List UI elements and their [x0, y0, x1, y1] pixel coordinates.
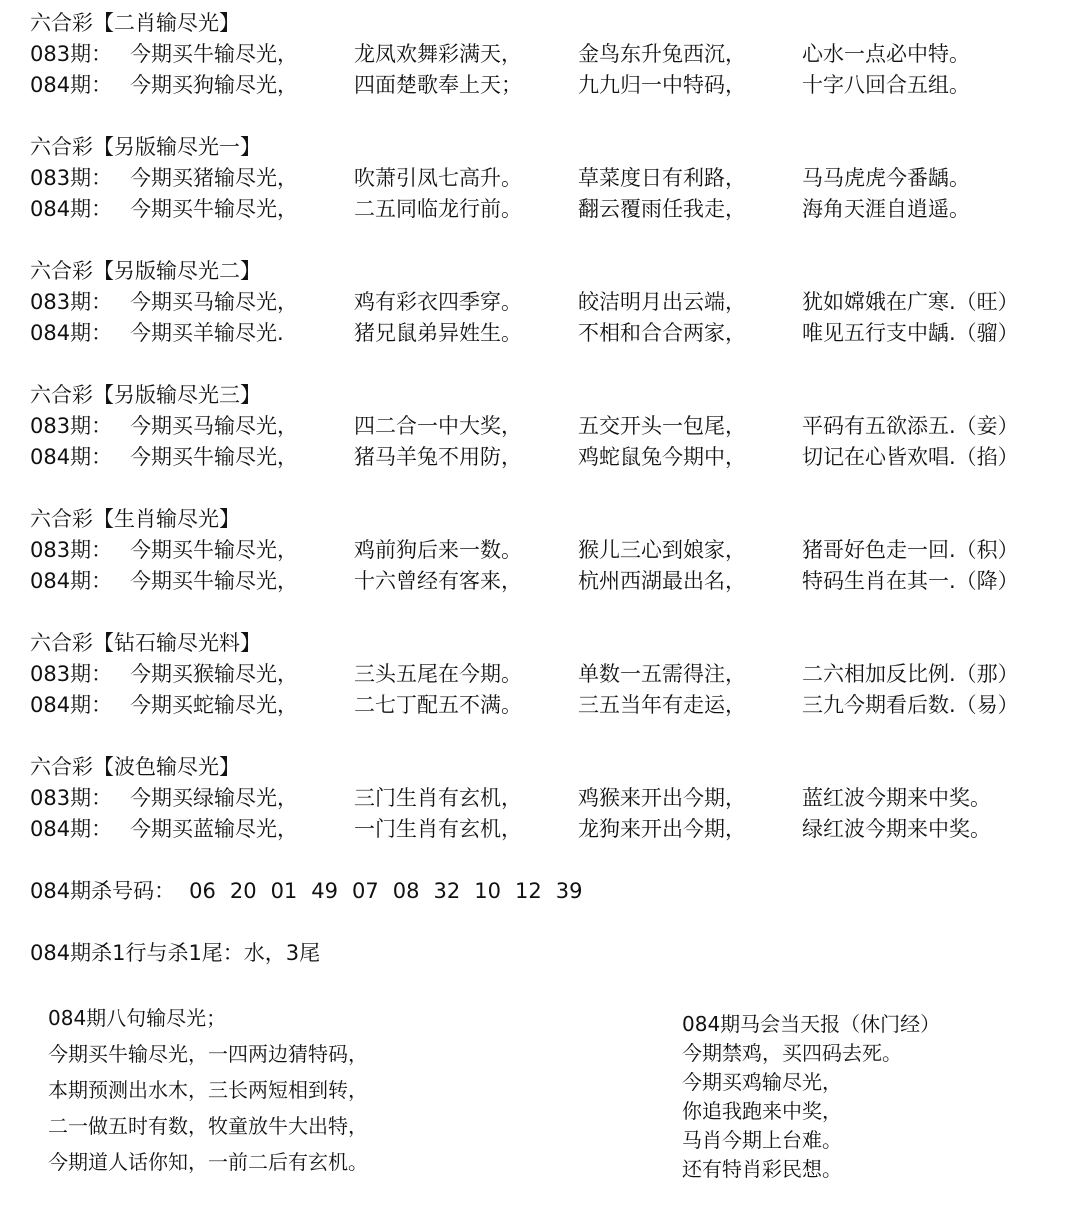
period-row [30, 659, 1070, 690]
verse-segment: 今期买马输尽光， [130, 414, 298, 438]
verse-segment: 猴儿三心到娘家， [578, 538, 746, 562]
section-title: 六合彩【另版输尽光一】 [30, 135, 261, 159]
verse-segment: 吹萧引凤七高升。 [354, 166, 522, 190]
verse-segment: 二七丁配五不满。 [354, 693, 522, 717]
verse-segment: 翻云覆雨任我走， [578, 197, 746, 221]
verse-segment: 今期买蛇输尽光， [130, 693, 298, 717]
period-row [30, 566, 1070, 597]
kill-number: 20 [229, 879, 257, 903]
poem-line: 今期买鸡输尽光， [682, 1070, 842, 1094]
period-label: 084期： [30, 569, 113, 593]
verse-segment: 鸡猴来开出今期， [578, 786, 746, 810]
verse-segment: 绿红波今期来中奖。 [802, 817, 991, 841]
kill-numbers-label: 084期杀号码： [30, 879, 176, 903]
verse-segment: 今期买羊输尽光. [130, 321, 284, 345]
verse-segment: 不相和合合两家， [578, 321, 746, 345]
verse-segment: 皎洁明月出云端， [578, 290, 746, 314]
period-row [30, 814, 1070, 845]
period-label: 084期： [30, 817, 113, 841]
poem-line: 二一做五时有数，牧童放牛大出特， [48, 1114, 368, 1138]
verse-segment: 犹如嫦娥在广寒.（旺） [802, 290, 1019, 314]
verse-segment: 龙凤欢舞彩满天， [354, 42, 522, 66]
section-title: 六合彩【波色输尽光】 [30, 755, 240, 779]
period-row [30, 783, 1070, 814]
poem-title: 084期马会当天报（休门经） [682, 1012, 941, 1036]
period-label: 083期： [30, 290, 113, 314]
eight-line-poem [48, 1000, 368, 1180]
verse-segment: 鸡有彩衣四季穿。 [354, 290, 522, 314]
period-label: 083期： [30, 414, 113, 438]
kill-number: 39 [555, 879, 583, 903]
verse-segment: 切记在心皆欢唱.（掐） [802, 445, 1019, 469]
kill-number: 32 [433, 879, 461, 903]
period-label: 084期： [30, 321, 113, 345]
verse-segment: 今期买狗输尽光， [130, 73, 298, 97]
period-label: 084期： [30, 693, 113, 717]
verse-segment: 三头五尾在今期。 [354, 662, 522, 686]
section-title: 六合彩【钻石输尽光料】 [30, 631, 261, 655]
period-row [30, 411, 1070, 442]
period-row [30, 194, 1070, 225]
period-label: 083期： [30, 42, 113, 66]
period-row [30, 287, 1070, 318]
bottom-poems [48, 1000, 1068, 1200]
verse-segment: 三九今期看后数.（易） [802, 693, 1019, 717]
verse-segment: 龙狗来开出今期， [578, 817, 746, 841]
kill-number: 01 [270, 879, 298, 903]
section-wave-color [30, 752, 1070, 845]
verse-segment: 今期买猪输尽光， [130, 166, 298, 190]
verse-segment: 今期买猴输尽光， [130, 662, 298, 686]
period-label: 083期： [30, 166, 113, 190]
verse-segment: 九九归一中特码， [578, 73, 746, 97]
poem-line: 今期道人话你知，一前二后有玄机。 [48, 1150, 368, 1174]
verse-segment: 猪兄鼠弟异姓生。 [354, 321, 522, 345]
verse-segment: 今期买牛输尽光， [130, 197, 298, 221]
period-row [30, 318, 1070, 349]
verse-segment: 二五同临龙行前。 [354, 197, 522, 221]
verse-segment: 四面楚歌奉上天； [354, 73, 522, 97]
verse-segment: 今期买绿输尽光， [130, 786, 298, 810]
poem-title: 084期八句输尽光； [48, 1006, 227, 1030]
kill-number: 12 [514, 879, 542, 903]
poem-line: 今期禁鸡，买四码去死。 [682, 1041, 902, 1065]
section-title: 六合彩【二肖输尽光】 [30, 11, 240, 35]
section-title: 六合彩【另版输尽光三】 [30, 383, 261, 407]
verse-segment: 鸡蛇鼠兔今期中， [578, 445, 746, 469]
period-row [30, 163, 1070, 194]
kill-number: 49 [311, 879, 339, 903]
verse-segment: 今期买牛输尽光， [130, 569, 298, 593]
verse-segment: 杭州西湖最出名， [578, 569, 746, 593]
document-body [30, 8, 1070, 1000]
period-row [30, 535, 1070, 566]
period-row [30, 70, 1070, 101]
period-row [30, 690, 1070, 721]
verse-segment: 猪马羊兔不用防， [354, 445, 522, 469]
poem-line: 还有特肖彩民想。 [682, 1157, 842, 1181]
daily-report-poem [682, 1010, 940, 1184]
verse-segment: 蓝红波今期来中奖。 [802, 786, 991, 810]
poem-line: 今期买牛输尽光，一四两边猜特码， [48, 1042, 368, 1066]
section-alt-one [30, 132, 1070, 225]
verse-segment: 三五当年有走运， [578, 693, 746, 717]
verse-segment: 今期买牛输尽光， [130, 42, 298, 66]
verse-segment: 马马虎虎今番龋。 [802, 166, 970, 190]
verse-segment: 平码有五欲添五.（妾） [802, 414, 1019, 438]
section-alt-two [30, 256, 1070, 349]
period-label: 084期： [30, 73, 113, 97]
section-diamond [30, 628, 1070, 721]
verse-segment: 草菜度日有利路， [578, 166, 746, 190]
verse-segment: 今期买牛输尽光， [130, 538, 298, 562]
verse-segment: 十六曾经有客来， [354, 569, 522, 593]
period-row [30, 39, 1070, 70]
period-label: 083期： [30, 786, 113, 810]
period-row [30, 442, 1070, 473]
verse-segment: 金鸟东升兔西沉， [578, 42, 746, 66]
verse-segment: 今期买蓝输尽光， [130, 817, 298, 841]
kill-number: 07 [352, 879, 379, 903]
kill-row-tail: 084期杀1行与杀1尾：水，3尾 [30, 941, 321, 965]
period-label: 084期： [30, 197, 113, 221]
kill-numbers-row [30, 876, 1070, 907]
verse-segment: 四二合一中大奖， [354, 414, 522, 438]
verse-segment: 唯见五行支中龋.（骝） [802, 321, 1019, 345]
poem-line: 马肖今期上台难。 [682, 1128, 842, 1152]
verse-segment: 今期买牛输尽光， [130, 445, 298, 469]
verse-segment: 三门生肖有玄机， [354, 786, 522, 810]
verse-segment: 海角天涯自逍遥。 [802, 197, 970, 221]
period-label: 083期： [30, 662, 113, 686]
poem-line: 你追我跑来中奖， [682, 1099, 842, 1123]
verse-segment: 五交开头一包尾， [578, 414, 746, 438]
section-zodiac [30, 504, 1070, 597]
section-title: 六合彩【另版输尽光二】 [30, 259, 261, 283]
verse-segment: 今期买马输尽光， [130, 290, 298, 314]
verse-segment: 猪哥好色走一回.（积） [802, 538, 1019, 562]
kill-number: 10 [474, 879, 501, 903]
kill-number: 06 [189, 879, 216, 903]
section-two-zodiac [30, 8, 1070, 101]
verse-segment: 单数一五需得注， [578, 662, 746, 686]
kill-number: 08 [392, 879, 420, 903]
period-label: 084期： [30, 445, 113, 469]
verse-segment: 心水一点必中特。 [802, 42, 970, 66]
verse-segment: 特码生肖在其一.（降） [802, 569, 1019, 593]
section-alt-three [30, 380, 1070, 473]
period-label: 083期： [30, 538, 113, 562]
verse-segment: 一门生肖有玄机， [354, 817, 522, 841]
verse-segment: 二六相加反比例.（那） [802, 662, 1019, 686]
verse-segment: 十字八回合五组。 [802, 73, 970, 97]
poem-line: 本期预测出水木，三长两短相到转， [48, 1078, 368, 1102]
verse-segment: 鸡前狗后来一数。 [354, 538, 522, 562]
section-title: 六合彩【生肖输尽光】 [30, 507, 240, 531]
